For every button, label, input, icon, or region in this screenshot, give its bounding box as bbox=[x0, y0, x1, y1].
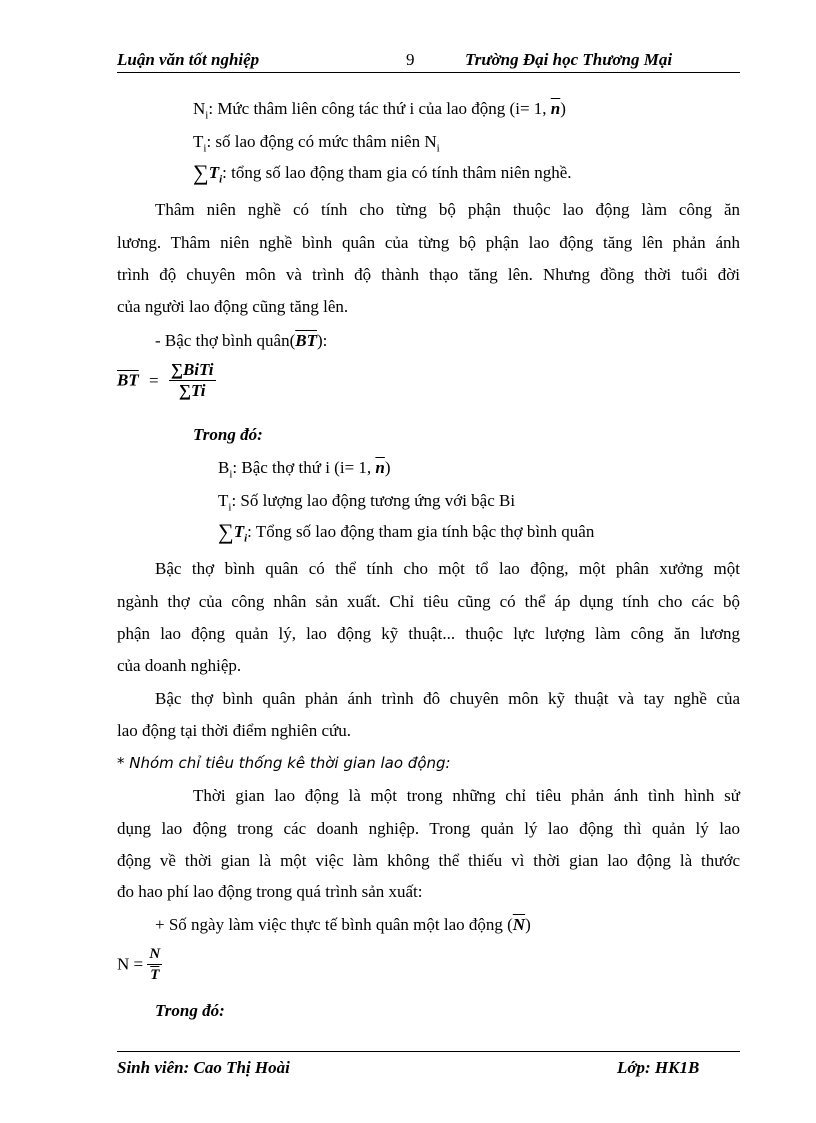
para1-line3: trình độ chuyên môn và trình độ thành thạo tăng lên. Nhưng đồng thời tuổi đời bbox=[117, 265, 740, 284]
header-university: Trường Đại học Thương Mại bbox=[465, 50, 673, 69]
para2-line4: của doanh nghiệp. bbox=[117, 656, 242, 675]
trong-do-label-1: Trong đó: bbox=[193, 425, 263, 444]
n-formula-numerator: N bbox=[147, 944, 162, 965]
avg-workdays-heading: + Số ngày làm việc thực tế bình quân một lao động $(\overline{N})$ bbox=[155, 915, 531, 934]
para3-line2: lao động tại thời điểm nghiên cứu. bbox=[117, 721, 351, 740]
para2-line1: Bậc thợ bình quân có thể tính cho một tổ lao động, một phân xưởng một bbox=[155, 559, 740, 578]
bt-formula-denominator: ∑Ti bbox=[178, 381, 206, 400]
para2-line3: phận lao động quản lý, lao động kỹ thuật... thuộc lực lượng làm công ăn lương bbox=[117, 624, 740, 643]
page-number: 9 bbox=[406, 50, 415, 69]
bt-formula: $\overline{BT}$ = $\frac{\text{∑BiTi}}{\sum Ti}$ bbox=[117, 360, 214, 400]
n-formula-denominator: T bbox=[150, 967, 160, 983]
def-ti-2: $T_i$: Số lượng lao động tương ứng với bậc Bi bbox=[218, 491, 516, 514]
footer-student: Sinh viên: Cao Thị Hoài bbox=[117, 1058, 290, 1077]
para4-line3: động về thời gian là một việc làm không thể thiếu vì thời gian lao động là thước bbox=[117, 851, 740, 870]
def-ni: $N_i$: Mức thâm liên công tác thứ i của lao động (i= 1, $\overline{n}$) bbox=[193, 99, 566, 122]
def-bi: $B_i$: Bậc thợ thứ i (i= 1, $\overline{n}$) bbox=[218, 458, 391, 481]
n-formula: N = $\frac{N}{T}$ bbox=[117, 946, 161, 983]
para2-line2: ngành thợ của công nhân sản xuất. Chỉ tiêu cũng có thể áp dụng tính cho các bộ bbox=[117, 592, 740, 611]
footer-class: Lớp: HK1B bbox=[617, 1058, 700, 1077]
bt-formula-numerator: ∑BiTi bbox=[170, 360, 214, 379]
para4-line1: Thời gian lao động là một trong những chỉ tiêu phản ánh tình hình sử bbox=[193, 786, 740, 805]
para1-line4: của người lao động cũng tăng lên. bbox=[117, 297, 349, 316]
header-thesis-title: Luận văn tốt nghiệp bbox=[117, 50, 260, 69]
para1-line2: lương. Thâm niên nghề bình quân của từng bộ phận lao động tăng lên phản ánh bbox=[117, 233, 740, 252]
bt-heading: - Bậc thợ bình $quân(\overline{BT})$: bbox=[155, 331, 328, 350]
trong-do-label-2: Trong đó: bbox=[155, 1001, 225, 1020]
para4-line4: đo hao phí lao động trong quá trình sản xuất: bbox=[117, 882, 423, 901]
def-ti: $T_i$: số lao động có mức thâm niên $N_i$ bbox=[193, 132, 440, 155]
page-footer bbox=[117, 1051, 740, 1080]
def-sum-ti-2: $\sum T_i$: Tổng số lao động tham gia tính bậc thợ bình quân bbox=[218, 519, 595, 545]
para4-line2: dụng lao động trong các doanh nghiệp. Trong quản lý lao động thì quản lý lao bbox=[117, 819, 740, 838]
para3-line1: Bậc thợ bình quân phản ánh trình đô chuyên môn kỹ thuật và tay nghề của bbox=[155, 689, 740, 708]
def-sum-ti: $\sum T_i$: tổng số lao động tham gia có tính thâm niên nghề. bbox=[193, 160, 572, 186]
page-header bbox=[117, 48, 740, 73]
para1-line1: Thâm niên nghề có tính cho từng bộ phận thuộc lao động làm công ăn bbox=[155, 200, 740, 219]
time-indicators-heading: * Nhóm chỉ tiêu thống kê thời gian lao động: bbox=[117, 754, 451, 772]
